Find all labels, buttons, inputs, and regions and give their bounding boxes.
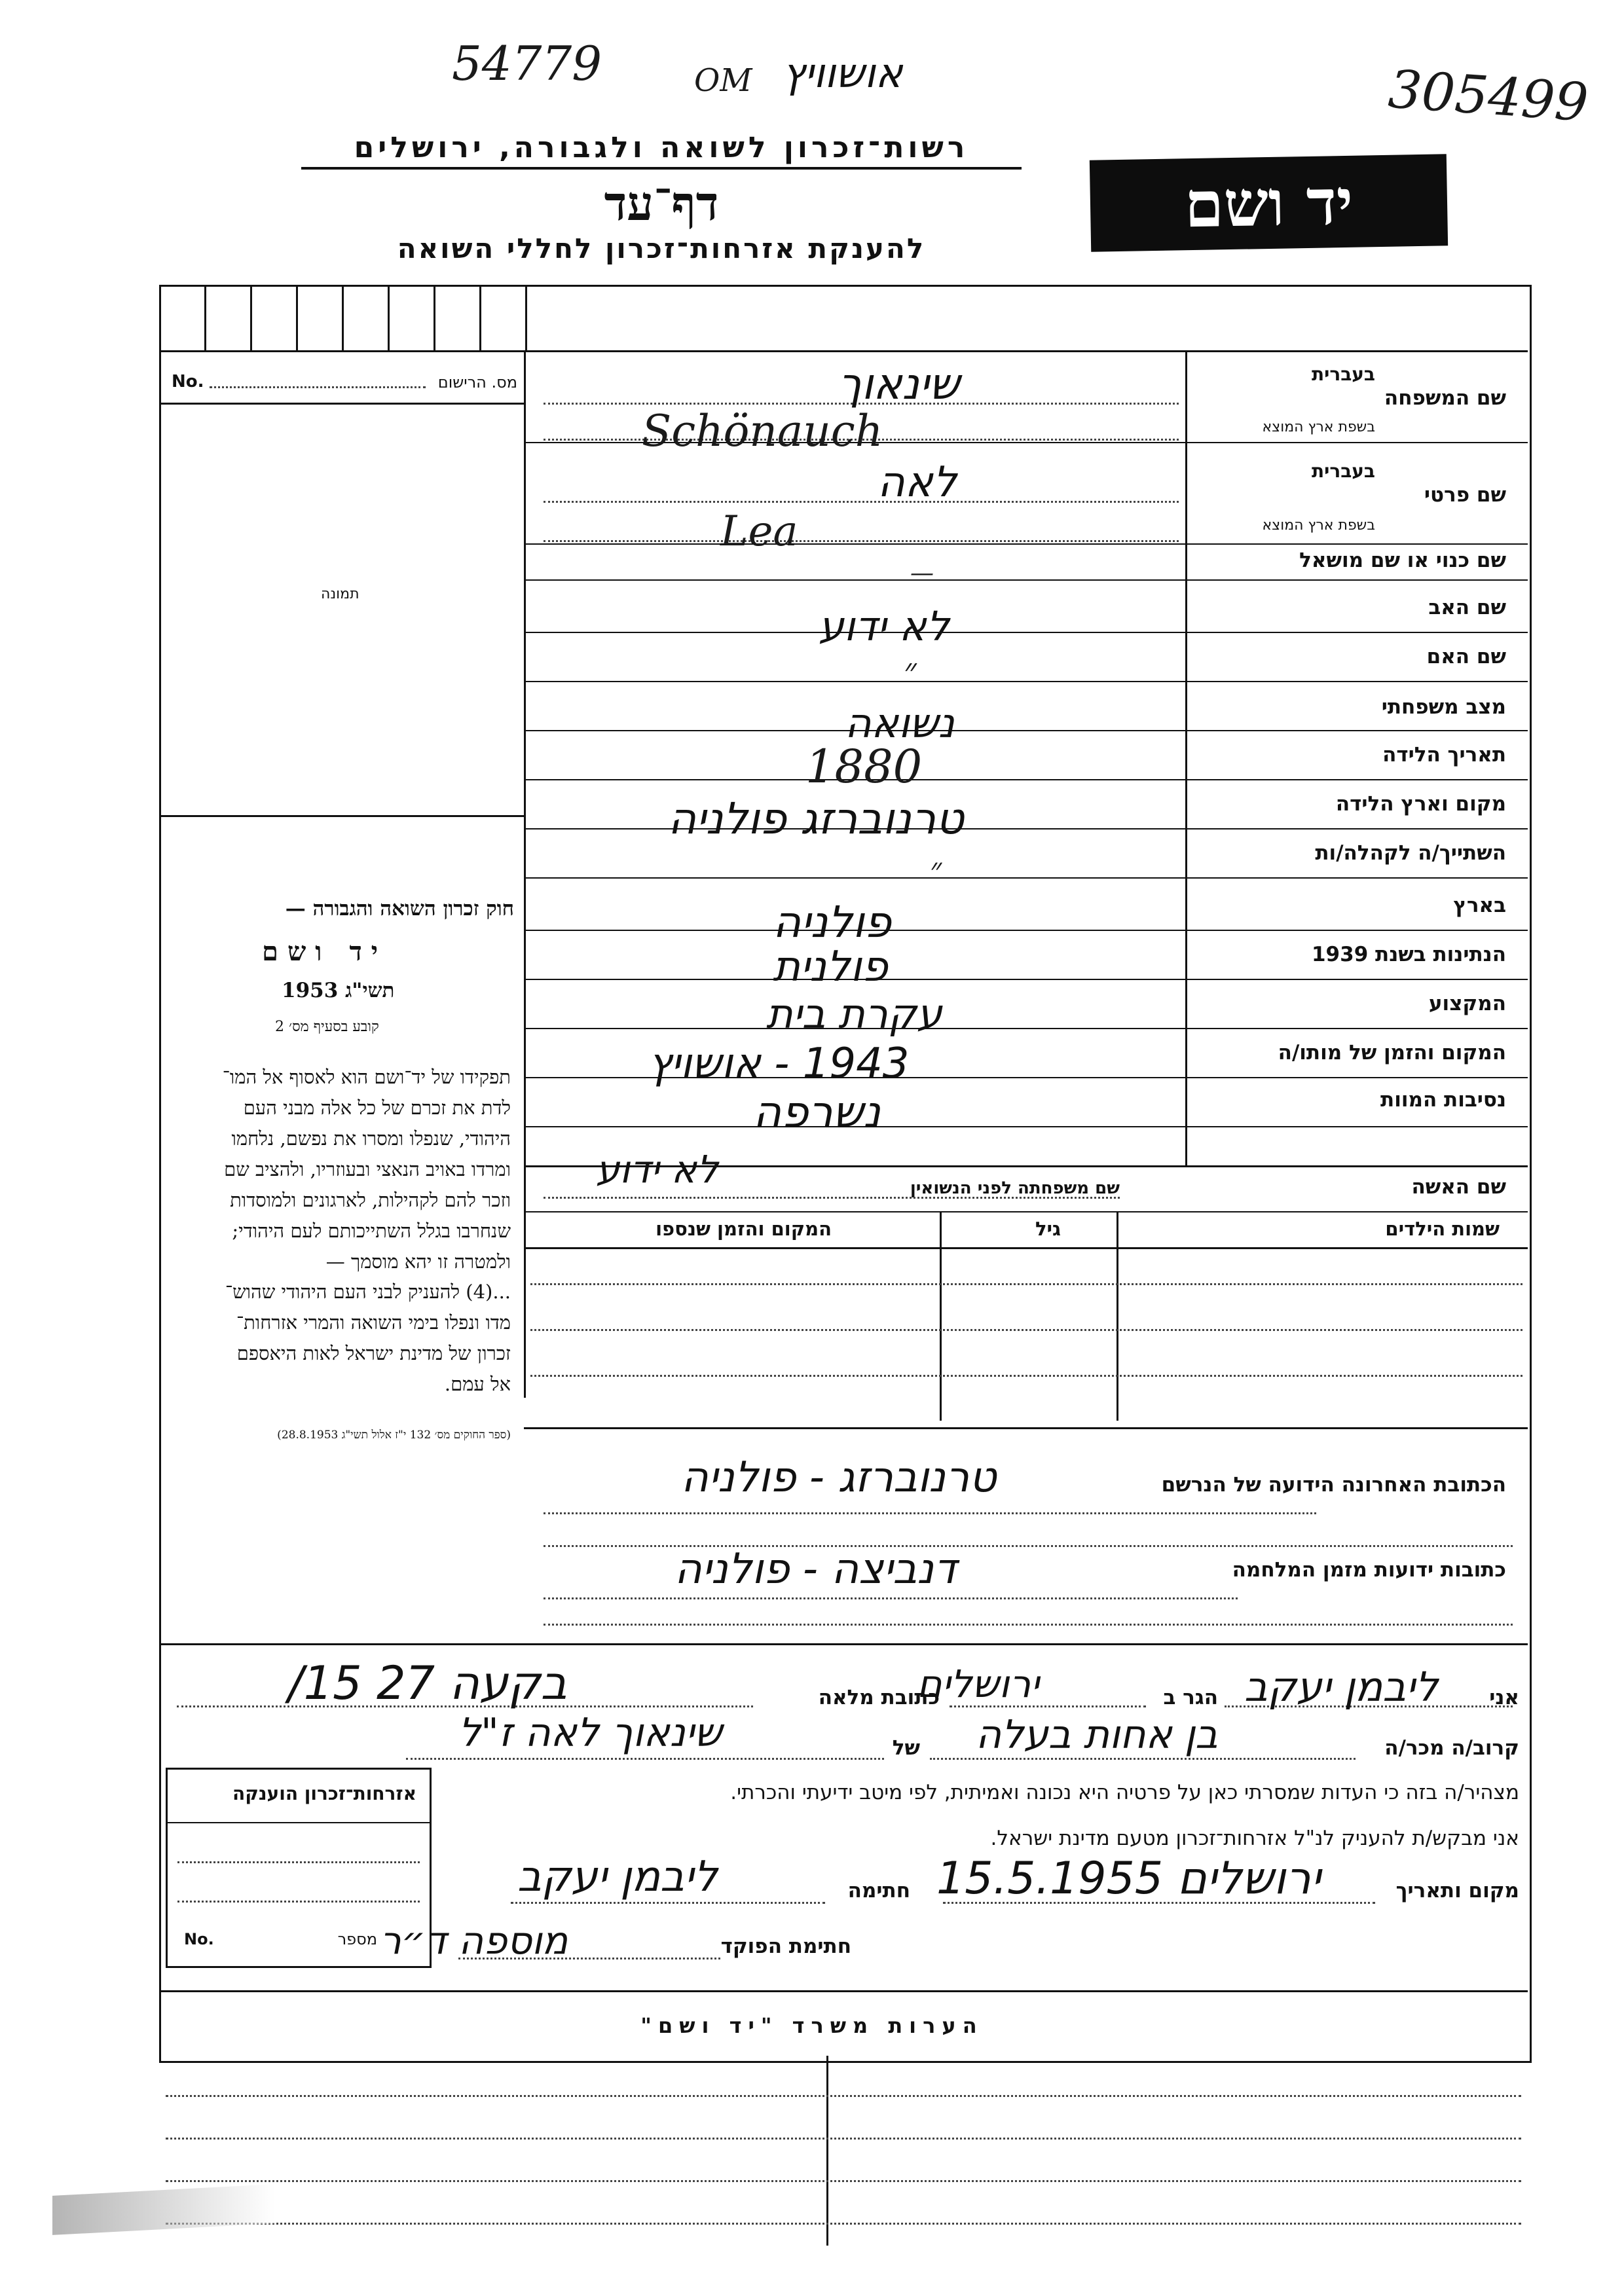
handwritten-reference: 305499	[1386, 58, 1591, 134]
scan-artifact	[52, 2184, 275, 2235]
children-row-dots	[530, 1329, 1522, 1331]
handwritten-place: אושוויץ	[783, 49, 903, 97]
photo-box-bottom	[159, 815, 526, 817]
country-label: בארץ	[1453, 894, 1506, 917]
notes-top-line	[159, 1990, 1528, 1992]
citizenship-box-title-line	[168, 1822, 430, 1823]
first-name-dots-1	[544, 501, 1179, 503]
first-name-hebrew-value: לאה	[877, 458, 957, 507]
signature-dots	[511, 1902, 825, 1904]
death-value: 1943 - אושויץ	[648, 1040, 910, 1088]
registration-no-en: No.	[172, 372, 204, 392]
mother-label: שם האם	[1426, 645, 1506, 668]
family-name-label: שם המשפחה	[1384, 386, 1506, 410]
law-line: וזכר להם לקהילות, לארגונים ולמוסדות	[230, 1189, 511, 1211]
children-row-dots	[530, 1283, 1522, 1285]
children-header: שמות הילדים	[1385, 1218, 1500, 1240]
law-line: זכרון של מדינת ישראל לאות היאספם	[236, 1342, 511, 1364]
relation-label: קרוב/ה מכר/ה	[1384, 1736, 1519, 1760]
children-bottom-line	[524, 1427, 1528, 1429]
family-name-hebrew-sublabel: בעברית	[1311, 363, 1375, 385]
notes-title: הערות משרד "יד ושם"	[640, 2013, 984, 2038]
citizenship-value: פולנית	[773, 943, 888, 991]
resides-label: הגר ב	[1163, 1686, 1218, 1709]
birth-date-value: 1880	[805, 740, 923, 793]
law-line: ...(4) להעניק לבני העם היהודי שהוש־	[225, 1281, 511, 1303]
full-address-label: כתובת מלאה	[818, 1686, 940, 1709]
first-name-label: שם פרטי	[1424, 483, 1506, 507]
country-value: פולניה	[773, 897, 892, 947]
community-ditto: ״	[930, 851, 942, 888]
community-value: טרנוברזג פולניה	[668, 793, 964, 844]
registration-no-label: מס. הרישום	[437, 373, 517, 392]
of-value: שינאוך לאה ז"ל	[458, 1710, 722, 1756]
nickname-label: שם כנוי או שם מושאל	[1299, 549, 1506, 572]
nickname-value: —	[910, 560, 934, 587]
officer-signature-label: חתימת הפוקד	[720, 1935, 851, 1958]
label-column-divider	[1185, 350, 1187, 1165]
relation-value: בן אחות בעלה	[976, 1712, 1218, 1758]
citizenship-box-dots	[177, 1861, 420, 1863]
addresses-bottom-line	[159, 1643, 1528, 1645]
handwritten-om: OM	[694, 62, 752, 99]
community-label: השתייך/ה לקהלה/ות	[1315, 841, 1506, 865]
notes-dots	[166, 2095, 1521, 2097]
first-name-origin-value: Lea	[720, 507, 798, 556]
place-date-label: מקום ותאריך	[1395, 1879, 1519, 1903]
full-address-value: בקעה 27 15/	[288, 1656, 567, 1710]
maiden-dots	[544, 1197, 1120, 1199]
profession-label: המקצוע	[1428, 992, 1506, 1015]
last-address-label: הכתובת האחרונה הידועה של הנרשם	[1161, 1473, 1506, 1497]
declarant-name-value: ליבמן יעקב	[1244, 1663, 1439, 1711]
resides-value: ירושלים	[917, 1662, 1040, 1706]
mother-row-line	[524, 681, 1528, 682]
age-column-right	[1116, 1211, 1118, 1421]
citizenship-box-no-he: מספר	[337, 1930, 377, 1948]
war-address-value: דנביצה - פולניה	[674, 1545, 957, 1594]
citizenship-box-title: אזרחות־זכרון הוענקה	[232, 1783, 416, 1804]
wife-row-bottom-line	[524, 1211, 1528, 1212]
signature-value: ליבמן יעקב	[517, 1853, 718, 1901]
law-line: ומרדו באויב הנאצי ובעוזריו, ולהציב שם	[224, 1158, 511, 1180]
mother-value: ״	[904, 651, 917, 691]
declarant-i-label: אני	[1489, 1686, 1519, 1709]
last-address-dots	[544, 1512, 1316, 1514]
first-name-row-line	[524, 543, 1528, 545]
officer-signature-value: מוספה ד״ר	[380, 1918, 568, 1963]
death-cause-label: נסיבות המוות	[1380, 1088, 1506, 1112]
children-place-header: המקום והזמן שנספו	[655, 1218, 832, 1240]
family-name-origin-value: Schönauch	[642, 406, 883, 456]
registration-no-dots	[210, 386, 426, 388]
law-clause: קובע בסעיף מס׳ 2	[275, 1019, 379, 1035]
profession-value: עקרת בית	[766, 990, 942, 1038]
father-label: שם האב	[1428, 596, 1506, 619]
marital-label: מצב משפחתי	[1381, 695, 1506, 719]
of-dots	[406, 1758, 884, 1760]
law-text-block-2	[164, 1277, 511, 1400]
law-line: לדת את זכרם של כל אלה מבני העם	[243, 1097, 511, 1119]
law-name: יד ושם	[262, 936, 388, 967]
marital-value: נשואה	[845, 699, 955, 747]
handwritten-number: 54779	[452, 36, 602, 91]
authority-name: רשות־זכרון לשואה ולגבורה, ירושלים	[354, 131, 969, 164]
age-header: גיל	[1035, 1218, 1061, 1240]
family-name-hebrew-value: שינאוך	[838, 359, 960, 409]
notes-dots	[166, 2138, 1521, 2140]
first-name-dots-2	[544, 540, 1179, 542]
children-header-line	[524, 1247, 1528, 1249]
age-column-left	[940, 1211, 942, 1421]
law-line: מדו ונפלו בימי השואה והמרי אזרחות־	[236, 1311, 511, 1334]
relation-dots	[930, 1758, 1356, 1760]
law-line: שנחרבו בגלל השתייכותם לעם היהודי;	[232, 1220, 511, 1242]
wife-label: שם האשה	[1411, 1175, 1506, 1199]
top-row-divider	[159, 350, 1528, 352]
birth-date-label: תאריך הלידה	[1382, 743, 1506, 767]
signature-label: חתימה	[847, 1879, 910, 1903]
war-address-dots-2	[544, 1624, 1513, 1626]
form-subtitle: להענקת אזרחות־זכרון לחללי השואה	[397, 232, 926, 264]
law-line: ולמטרה זו יהא מוסמך —	[325, 1250, 511, 1273]
law-line: אל עמם.	[444, 1373, 511, 1395]
community-row-line	[524, 877, 1528, 879]
children-row-dots	[530, 1375, 1522, 1377]
birth-place-label: מקום וארץ הלידה	[1335, 792, 1506, 816]
citizenship-granted-box	[166, 1768, 432, 1968]
citizenship-box-dots	[177, 1901, 420, 1903]
notes-dots	[166, 2180, 1521, 2182]
death-label: המקום והזמן של מותו/ה	[1278, 1041, 1506, 1065]
family-name-origin-sublabel: בשפת ארץ המוצא	[1262, 419, 1375, 435]
notes-dots	[166, 2223, 1521, 2225]
citizenship-label: הנתינות בשנת 1939	[1311, 943, 1506, 966]
first-name-hebrew-sublabel: בעברית	[1311, 460, 1375, 482]
citizenship-row-line	[524, 979, 1528, 980]
law-title: חוק זכרון השואה והגבורה —	[285, 897, 514, 920]
statement-2: אני מבקש/ת להעניק לנ"ל אזרחות־זכרון מטעם מדינת ישראל.	[990, 1827, 1519, 1850]
statement-1: מצהיר/ה בזה כי העדות שמסרתי כאן על פרטיה היא נכונה ואמיתית, לפי מיטב ידיעתי והכרתי.	[730, 1781, 1519, 1804]
birth-date-row-line	[524, 779, 1528, 780]
of-label: של	[892, 1736, 920, 1760]
place-date-value: ירושלים 15.5.1955	[936, 1853, 1321, 1904]
notes-divider	[826, 2056, 828, 2246]
war-address-dots	[544, 1597, 1238, 1599]
father-value: לא ידוע	[819, 602, 950, 650]
death-cause-row-line	[524, 1126, 1528, 1127]
death-cause-value: נשרפה	[753, 1087, 881, 1137]
maiden-label: שם משפחתה לפני הנשואין	[910, 1178, 1120, 1198]
father-row-line	[524, 632, 1528, 633]
nickname-row-line	[524, 579, 1528, 581]
citizenship-box-no: No.	[184, 1930, 214, 1948]
law-line: תפקידו של יד־ושם הוא לאסוף אל המו־	[222, 1066, 511, 1088]
form-title: דף־עד	[604, 175, 719, 231]
yad-vashem-logo	[1090, 154, 1448, 251]
top-boxes	[160, 286, 527, 350]
marital-row-line	[524, 730, 1528, 731]
first-name-origin-sublabel: בשפת ארץ המוצא	[1262, 517, 1375, 534]
registration-row-line	[159, 403, 526, 405]
photo-label: תמונה	[321, 586, 360, 602]
authority-underline	[301, 167, 1022, 170]
law-reference: (ספר החוקים מס׳ 132 י"ז אלול תשי"ג 28.8.1953)	[277, 1429, 511, 1442]
country-row-line	[524, 930, 1528, 931]
law-text-block	[164, 1062, 511, 1277]
law-year: תשי"ג 1953	[282, 979, 395, 1002]
profession-row-line	[524, 1028, 1528, 1029]
maiden-value: לא ידוע	[596, 1147, 718, 1192]
logo-text: יד ושם	[1183, 164, 1354, 242]
last-address-value: טרנוברזג - פולניה	[681, 1453, 997, 1502]
law-line: היהודי, שנפלו ומסרו את נפשם, נלחמו	[231, 1127, 511, 1150]
left-column-divider	[524, 350, 526, 1398]
war-address-label: כתובות ידועות מזמן המלחמה	[1232, 1558, 1506, 1582]
